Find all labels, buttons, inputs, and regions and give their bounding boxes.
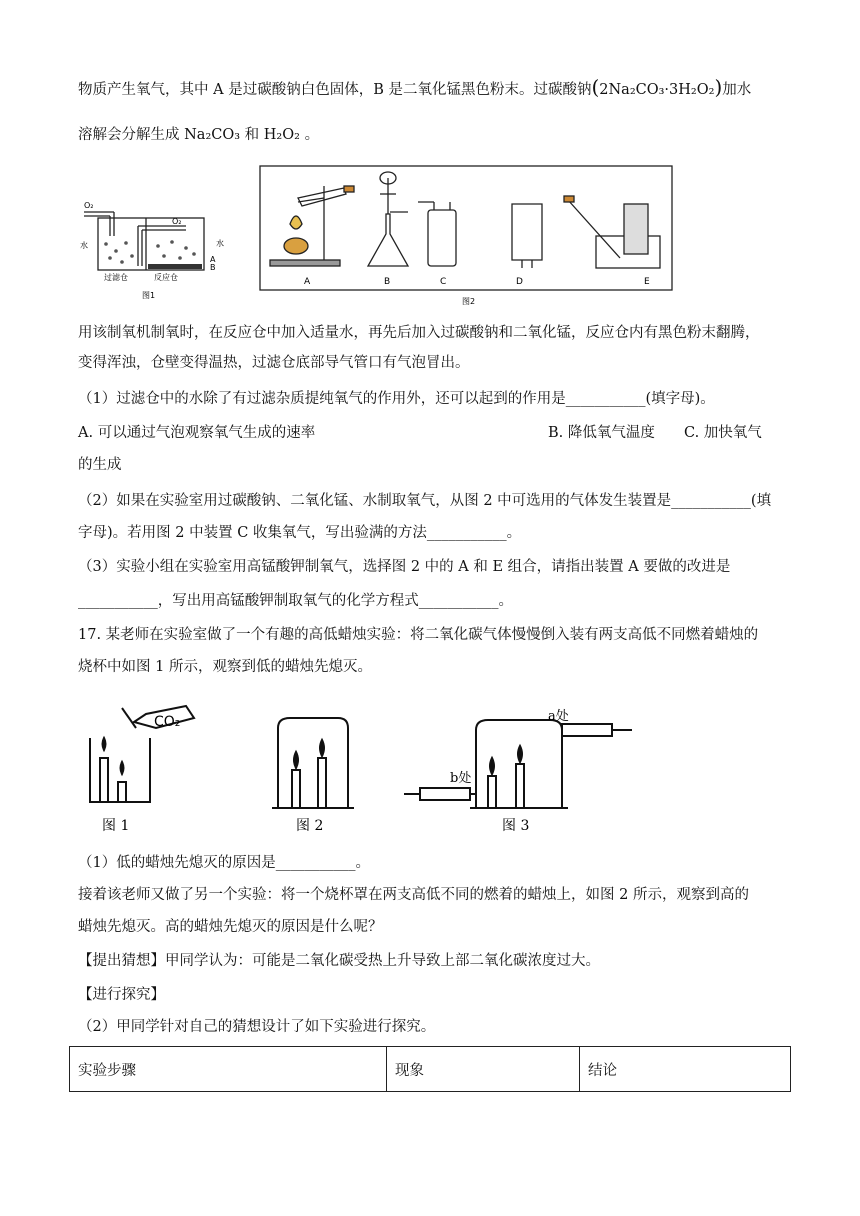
position-b-label: b处 <box>450 771 472 786</box>
conjunction: 和 <box>244 127 260 143</box>
apparatus-d-label: D <box>516 277 523 287</box>
option-c: C. 加快氧气 <box>684 425 762 441</box>
co2-label: CO₂ <box>154 714 181 730</box>
header-conclusion: 结论 <box>580 1047 791 1092</box>
table-header-row <box>70 1047 791 1092</box>
question-2-line-2: 字母)。若用图 2 中装置 C 收集氧气，写出验满的方法___________。 <box>78 525 522 541</box>
candle-figure-2-caption: 图 2 <box>296 818 324 834</box>
problem-17-line-1: 17. 某老师在实验室做了一个有趣的高低蜡烛实验：将二氧化碳气体慢慢倒入装有两支高低不同燃着蜡烛的 <box>78 627 759 643</box>
beaker-2 <box>278 718 348 808</box>
experiment-line-2: 蜡烛先熄灭。高的蜡烛先熄灭的原因是什么呢？ <box>78 919 383 935</box>
intro-text: 物质产生氧气，其中 A 是过碳酸钠白色固体，B 是二氧化锰黑色粉末。过碳酸钠 <box>78 82 592 98</box>
option-b: B. 降低氧气温度 <box>548 425 655 441</box>
candle-figure-3-caption: 图 3 <box>502 818 530 834</box>
label-b: B <box>210 263 216 272</box>
option-c-continuation: 的生成 <box>78 457 122 473</box>
investigation-heading: 【进行探究】 <box>78 987 165 1003</box>
powder-layer <box>148 264 202 269</box>
syringe-b <box>420 788 470 800</box>
problem-17-line-2: 烧杯中如图 1 所示，观察到低的蜡烛先熄灭。 <box>78 659 372 675</box>
period: 。 <box>304 127 320 143</box>
hypothesis: 【提出猜想】甲同学认为：可能是二氧化碳受热上升导致上部二氧化碳浓度过大。 <box>78 953 600 969</box>
procedure-line-1: 用该制氧机制氧时，在反应仓中加入适量水，再先后加入过碳酸钠和二氧化锰，反应仓内有黑色粉末翻腾， <box>78 325 760 341</box>
sodium-carbonate-formula: Na₂CO₃ <box>184 127 241 143</box>
procedure-line-2: 变得浑浊，仓壁变得温热，过滤仓底部导气管口有气泡冒出。 <box>78 355 470 371</box>
question-3-line-1: （3）实验小组在实验室用高锰酸钾制氧气，选择图 2 中的 A 和 E 组合，请指出装置 A 要做的改进是 <box>78 559 731 575</box>
water-right-label: 水 <box>216 239 224 248</box>
figure-apparatus-set <box>258 164 676 310</box>
filter-chamber-label: 过滤仓 <box>104 273 128 282</box>
figure-oxygen-generator <box>76 196 236 306</box>
intro-line-2 <box>78 124 788 146</box>
question-1: （1）过滤仓中的水除了有过滤杂质提纯氧气的作用外，还可以起到的作用是___________(填字母)。 <box>78 391 715 407</box>
label-a: A <box>210 255 216 264</box>
candle-figure-1-caption: 图 1 <box>102 818 130 834</box>
apparatus-c-label: C <box>440 277 447 287</box>
apparatus-a-label: A <box>304 277 311 287</box>
hydrogen-peroxide-formula: H₂O₂ <box>263 127 300 143</box>
formula-bracket: ) <box>714 75 723 99</box>
reaction-chamber-label: 反应仓 <box>154 273 178 282</box>
apparatus-e-label: E <box>644 277 650 287</box>
subquestion-1: （1）低的蜡烛先熄灭的原因是___________。 <box>78 855 370 871</box>
o2-in-label: O₂ <box>172 217 182 226</box>
figure-1-caption: 图1 <box>142 291 156 300</box>
apparatus-b-label: B <box>384 277 391 287</box>
figure-2-caption: 图2 <box>462 297 476 306</box>
header-steps: 实验步骤 <box>70 1047 387 1092</box>
intro-text-2: 溶解会分解生成 <box>78 127 180 143</box>
header-phenomenon: 现象 <box>387 1047 580 1092</box>
water-left-label: 水 <box>80 241 88 250</box>
apparatus-frame <box>260 166 672 290</box>
question-2-line-1: （2）如果在实验室用过碳酸钠、二氧化锰、水制取氧气，从图 2 中可选用的气体发生装置是___________(填 <box>78 493 772 509</box>
percarbonate-formula: 2Na₂CO₃·3H₂O₂ <box>599 82 715 98</box>
option-a: A. 可以通过气泡观察氧气生成的速率 <box>78 425 316 441</box>
figure-candle-experiments <box>76 698 756 838</box>
question-1-options <box>78 422 788 444</box>
o2-out-label: O₂ <box>84 201 94 210</box>
question-3-line-2: ___________，写出用高锰酸钾制取氧气的化学方程式___________。 <box>78 593 513 609</box>
intro-line-1 <box>78 76 788 101</box>
experiment-line-1: 接着该老师又做了另一个实验：将一个烧杯罩在两支高低不同的燃着的蜡烛上，如图 2 所示，观察到高的 <box>78 887 749 903</box>
intro-text-end: 加水 <box>722 82 752 98</box>
syringe-a <box>562 724 612 736</box>
subquestion-2: （2）甲同学针对自己的猜想设计了如下实验进行探究。 <box>78 1019 436 1035</box>
experiment-table <box>69 1046 791 1092</box>
formula-bracket: ( <box>591 75 600 99</box>
position-a-label: a处 <box>548 709 569 724</box>
